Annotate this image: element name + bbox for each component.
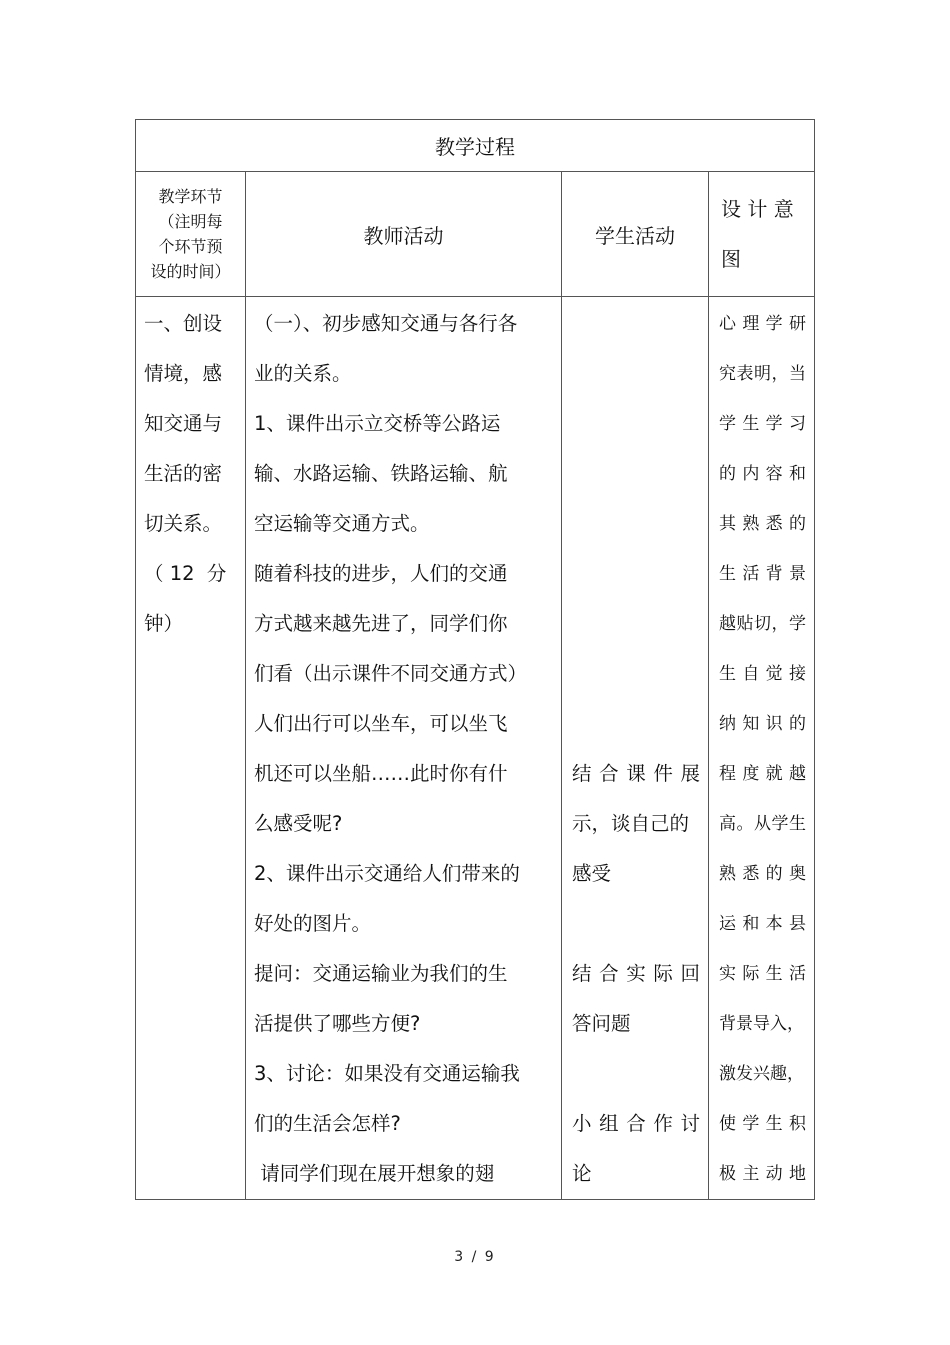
intent-line: 高。从学生 <box>719 814 806 834</box>
teacher-line: 活提供了哪些方便? <box>254 1012 421 1035</box>
stage-cell <box>136 297 246 1200</box>
intent-line: 生活背景 <box>719 564 806 584</box>
teacher-line: 1、课件出示立交桥等公路运 <box>254 412 501 435</box>
student-line: 结合实际回 <box>572 962 700 985</box>
header-design-intent: 设 计 意 图 <box>709 172 815 297</box>
teacher-line: 空运输等交通方式。 <box>254 512 430 535</box>
intent-line: 其熟悉的 <box>719 514 806 534</box>
page-number: 3 / 9 <box>454 1249 496 1265</box>
intent-line: 心理学研 <box>719 314 806 334</box>
teacher-line: 业的关系。 <box>254 362 352 385</box>
teacher-line: 2、课件出示交通给人们带来的 <box>254 862 520 885</box>
intent-line: 学生学习 <box>719 414 806 434</box>
student-line: 答问题 <box>572 1012 631 1035</box>
teacher-line: 方式越来越先进了，同学们你 <box>254 612 508 635</box>
intent-line: 极主动地 <box>719 1164 806 1184</box>
student-line: 结合课件展 <box>572 762 700 785</box>
teacher-line: 们的生活会怎样? <box>254 1112 401 1135</box>
teacher-line: （一）、初步感知交通与各行各 <box>254 312 518 335</box>
teacher-line: 么感受呢? <box>254 812 343 835</box>
table-title: 教学过程 <box>136 120 815 172</box>
stage-line: 钟） <box>144 612 184 635</box>
teacher-line: 随着科技的进步，人们的交通 <box>254 562 508 585</box>
intent-line: 纳知识的 <box>719 714 806 734</box>
header-student-activity: 学生活动 <box>562 172 709 297</box>
intent-line: 背景导入， <box>719 1014 804 1034</box>
student-activity-cell <box>562 297 709 1200</box>
stage-line: 情境，感 <box>144 362 223 385</box>
teaching-process-table <box>135 119 815 1200</box>
stage-line: 一、创设 <box>144 312 223 335</box>
intent-line: 的内容和 <box>719 464 806 484</box>
header-teacher-activity: 教师活动 <box>246 172 562 297</box>
intent-line: 使学生积 <box>719 1114 806 1134</box>
student-line: 感受 <box>572 862 612 885</box>
intent-line: 生自觉接 <box>719 664 806 684</box>
teacher-line: 输、水路运输、铁路运输、航 <box>254 462 508 485</box>
design-intent-cell <box>709 297 815 1200</box>
intent-line: 熟悉的奥 <box>719 864 806 884</box>
teacher-line: 机还可以坐船……此时你有什 <box>254 762 508 785</box>
teacher-line: 3、讨论：如果没有交通运输我 <box>254 1062 520 1085</box>
teacher-line: 人们出行可以坐车，可以坐飞 <box>254 712 508 735</box>
student-line: 小组合作讨 <box>572 1112 700 1135</box>
intent-line: 激发兴趣， <box>719 1064 804 1084</box>
teacher-line: 提问：交通运输业为我们的生 <box>254 962 508 985</box>
stage-line: 知交通与 <box>144 412 223 435</box>
intent-line: 越贴切，学 <box>719 614 806 634</box>
intent-line: 运和本县 <box>719 914 806 934</box>
stage-line: 生活的密 <box>144 462 223 485</box>
teacher-line: 们看（出示课件不同交通方式） <box>254 662 528 685</box>
header-teaching-stage: 教学环节 （注明每 个环节预 设的时间） <box>136 172 246 297</box>
teacher-line: 好处的图片。 <box>254 912 372 935</box>
teacher-activity-cell <box>246 297 562 1200</box>
intent-line: 程度就越 <box>719 764 806 784</box>
teacher-line: 请同学们现在展开想象的翅 <box>254 1162 495 1185</box>
stage-line: 切关系。 <box>144 512 223 535</box>
intent-line: 实际生活 <box>719 964 806 984</box>
student-line: 示，谈自己的 <box>572 812 690 835</box>
student-line: 论 <box>572 1162 592 1185</box>
intent-line: 究表明，当 <box>719 364 806 384</box>
stage-line: （ 12 分 <box>144 562 227 585</box>
